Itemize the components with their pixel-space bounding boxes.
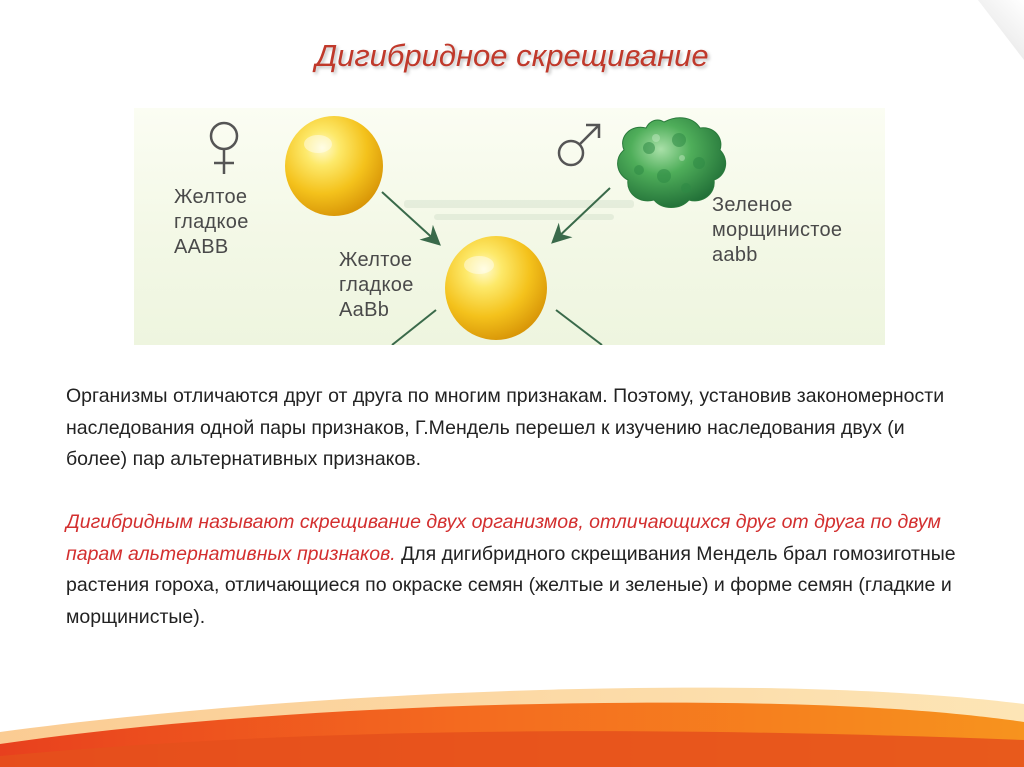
male-symbol-icon bbox=[559, 125, 599, 165]
f1-color: Желтое bbox=[339, 249, 413, 271]
parent2-shape: морщинистое bbox=[712, 219, 843, 241]
f1-shape: гладкое bbox=[339, 274, 414, 296]
arrow-parent1-to-f1 bbox=[382, 192, 438, 243]
slide-body bbox=[66, 381, 966, 633]
f1-genotype: AaBb bbox=[339, 299, 390, 321]
yellow-smooth-pea-icon bbox=[285, 116, 383, 216]
f1-label bbox=[339, 248, 414, 323]
parent1-label bbox=[174, 185, 249, 260]
yellow-smooth-pea-f1-icon bbox=[445, 236, 547, 340]
line-f1-to-f2-right bbox=[556, 310, 602, 345]
intro-paragraph: Организмы отличаются друг от друга по многим признакам. Поэтому, установив закономерности наследования одной пары признаков, Г.Мендель перешел к изучению наследования двух (и более) пар альтернативных признаков. bbox=[66, 385, 945, 470]
pea-cross-diagram bbox=[134, 108, 885, 345]
parent1-shape: гладкое bbox=[174, 211, 249, 233]
definition-highlight: Дигибридным называют скрещивание двух организмов, отличающихся друг от друга по двум парам альтернативных признаков. bbox=[66, 511, 941, 565]
parent2-color: Зеленое bbox=[712, 194, 793, 216]
female-symbol-icon bbox=[211, 123, 237, 174]
definition-continuation: Для дигибридного скрещивания Мендель брал гомозиготные растения гороха, отличающиеся по окраске семян (желтые и зеленые) и форме семян (гладкие и морщинистые). bbox=[66, 542, 956, 628]
green-wrinkled-pea-icon bbox=[618, 118, 726, 208]
parent2-label bbox=[712, 193, 842, 268]
bottom-decorative-swoosh bbox=[0, 660, 1024, 767]
parent2-genotype: aabb bbox=[712, 244, 758, 266]
definition-paragraph bbox=[66, 507, 966, 633]
parent1-color: Желтое bbox=[174, 186, 248, 208]
parent1-genotype: AABB bbox=[174, 236, 229, 258]
slide-title: Дигибридное скрещивание bbox=[315, 38, 709, 73]
